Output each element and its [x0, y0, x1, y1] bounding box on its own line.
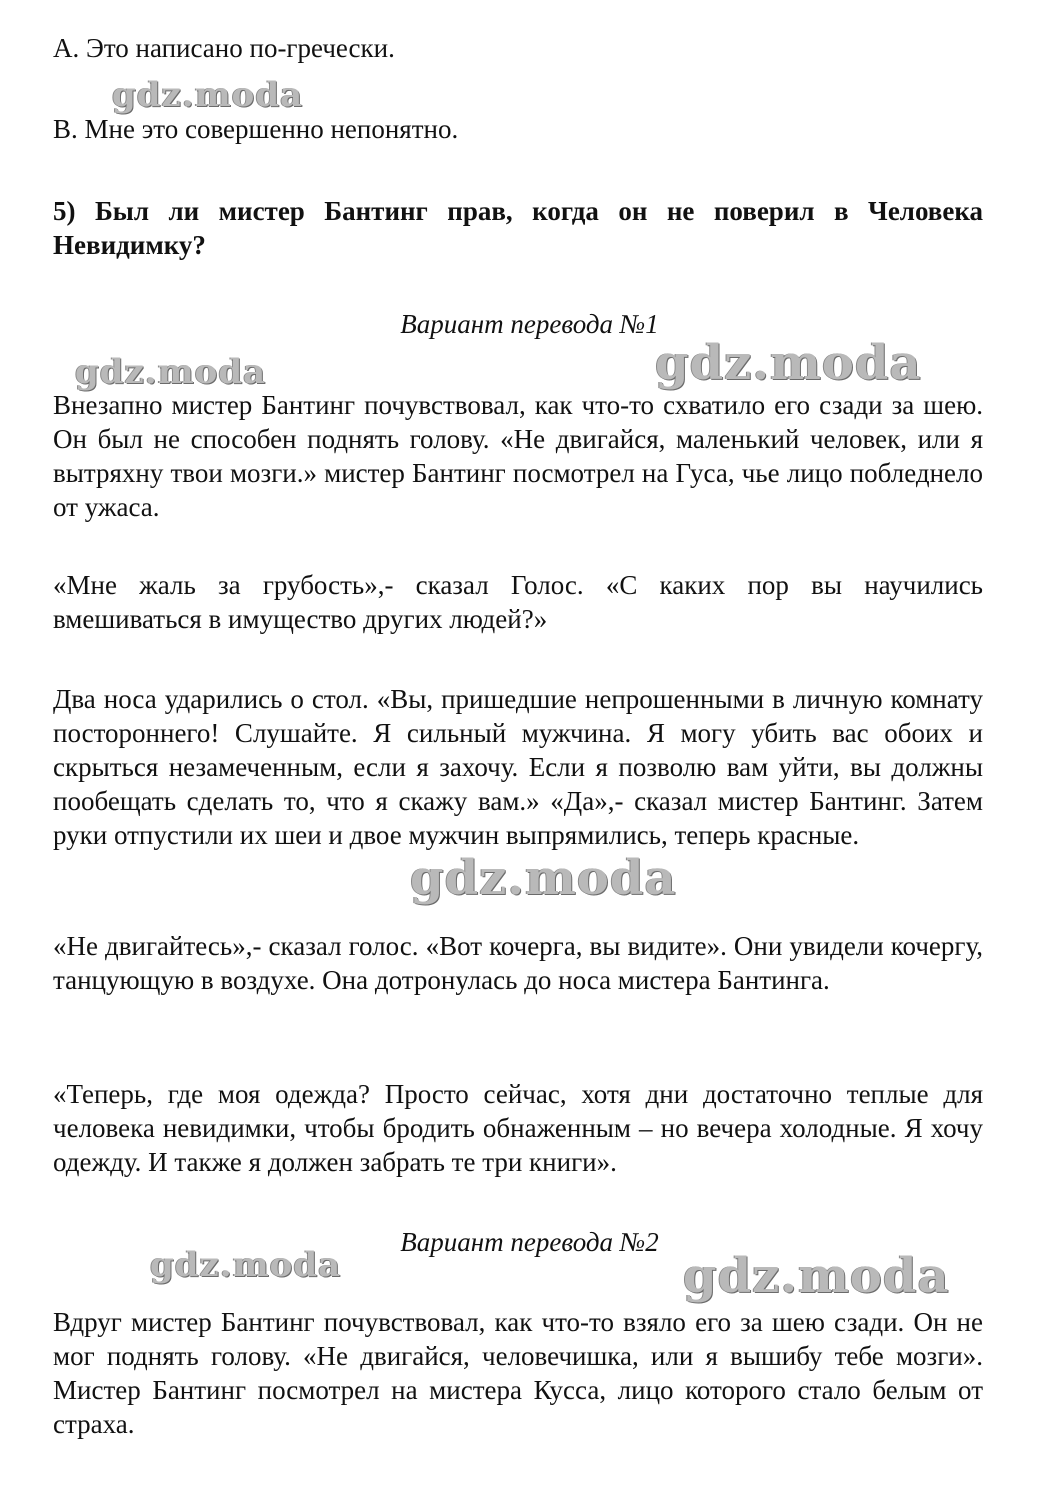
variant-2-heading: Вариант перевода №2: [400, 1227, 659, 1257]
variant-1-heading: Вариант перевода №1: [400, 309, 659, 339]
variant-1-paragraph-1: Внезапно мистер Бантинг почувствовал, как что-то схватило его сзади за шею. Он был не способен поднять голову. «Не двигайся, маленький человек, или я вытряхну твои мозги.» мистер Бантинг посмотрел на Гуса, чье лицо побледнело от ужаса.: [53, 390, 983, 522]
watermark-logo: gdz.moda: [112, 75, 304, 115]
question-heading: 5) Был ли мистер Бантинг прав, когда он не поверил в Человека Невидимку?: [53, 196, 983, 260]
watermark-logo: gdz.moda: [683, 1248, 950, 1304]
watermark-logo: gdz.moda: [410, 850, 677, 906]
watermark-logo: gdz.moda: [75, 352, 267, 392]
variant-1-paragraph-4: «Не двигайтесь»,- сказал голос. «Вот кочерга, вы видите». Они увидели кочергу, танцующую в воздухе. Она дотронулась до носа мистера Бантинга.: [53, 931, 983, 995]
variant-1-paragraph-5: «Теперь, где моя одежда? Просто сейчас, хотя дни достаточно теплые для человека невидимки, чтобы бродить обнаженным – но вечера холодные. Я хочу одежду. И также я должен забрать те три книги».: [53, 1079, 983, 1177]
variant-1-paragraph-2: «Мне жаль за грубость»,- сказал Голос. «С каких пор вы научились вмешиваться в имущество других людей?»: [53, 570, 983, 634]
variant-2-paragraph-1: Вдруг мистер Бантинг почувствовал, как что-то взяло его за шею сзади. Он не мог поднять голову. «Не двигайся, человечишка, или я вышибу тебе мозги». Мистер Бантинг посмотрел на мистера Кусса, лицо которого стало белым от страха.: [53, 1307, 983, 1439]
watermark-logo: gdz.moda: [655, 335, 922, 391]
watermark-logo: gdz.moda: [150, 1245, 342, 1285]
option-b: В. Мне это совершенно непонятно.: [53, 114, 459, 144]
variant-1-paragraph-3: Два носа ударились о стол. «Вы, пришедшие непрошенными в личную комнату постороннего! Слушайте. Я сильный мужчина. Я могу убить вас обоих и скрыться незамеченным, если я захочу. Если я позволю вам уйти, вы должны пообещать сделать то, что я скажу вам.» «Да»,- сказал мистер Бантинг. Затем руки отпустили их шеи и двое мужчин выпрямились, теперь красные.: [53, 684, 983, 850]
option-a: А. Это написано по-гречески.: [53, 33, 395, 63]
